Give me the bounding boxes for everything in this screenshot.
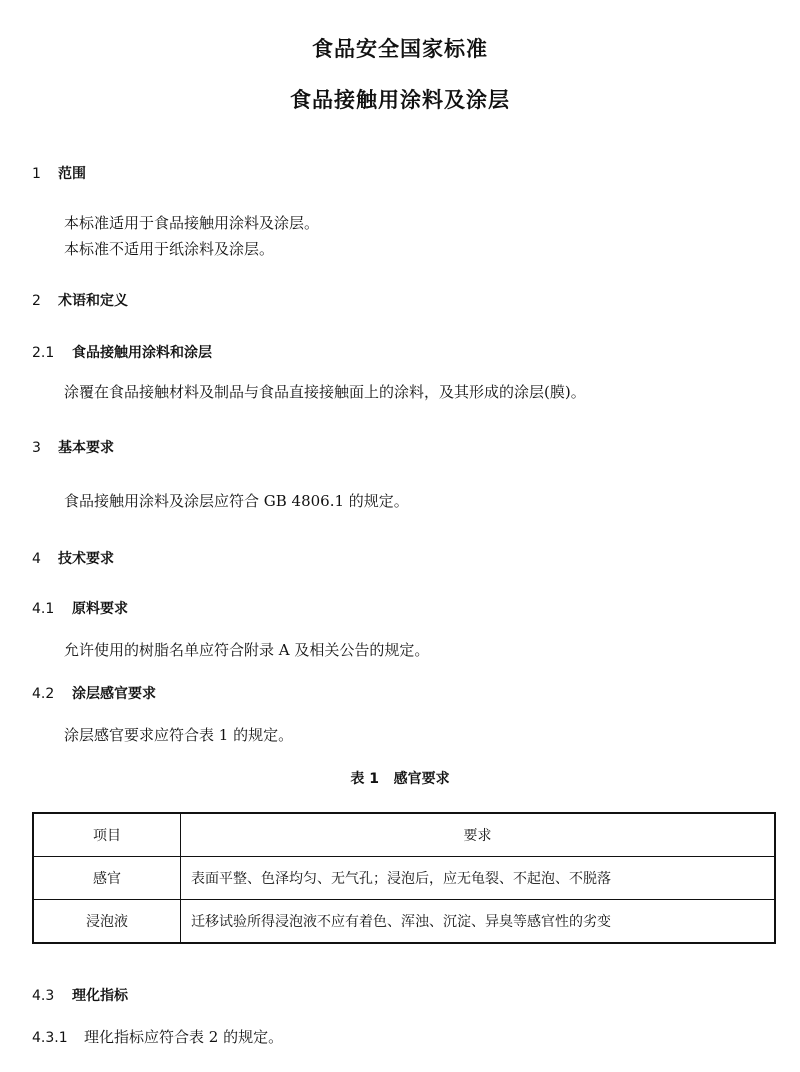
paragraph: 食品接触用涂料及涂层应符合 GB 4806.1 的规定。 xyxy=(64,492,409,510)
requirements-table xyxy=(32,812,776,944)
document-title: 食品安全国家标准 xyxy=(312,37,488,61)
table-header-row xyxy=(33,813,775,857)
section-title: 涂层感官要求 xyxy=(72,686,156,702)
section-4-3-heading xyxy=(32,985,128,1005)
section-4-heading xyxy=(32,548,114,568)
paragraph: 允许使用的树脂名单应符合附录 A 及相关公告的规定。 xyxy=(64,641,430,659)
document-subtitle: 食品接触用涂料及涂层 xyxy=(290,88,510,112)
section-2-heading xyxy=(32,290,128,310)
section-title: 理化指标 xyxy=(72,988,128,1004)
section-number: 4.1 xyxy=(32,601,55,617)
section-number: 1 xyxy=(32,166,41,182)
section-title: 范围 xyxy=(58,166,86,182)
section-number: 4.3.1 xyxy=(32,1030,68,1046)
section-title: 原料要求 xyxy=(72,601,128,617)
section-4-1-heading xyxy=(32,598,128,618)
table-row xyxy=(33,900,775,944)
section-4-2-heading xyxy=(32,683,156,703)
section-number: 4.2 xyxy=(32,686,55,702)
section-number: 2 xyxy=(32,293,41,309)
section-title: 基本要求 xyxy=(58,440,114,456)
table-cell: 迁移试验所得浸泡液不应有着色、浑浊、沉淀、异臭等感官性的劣变 xyxy=(181,900,776,944)
section-title: 食品接触用涂料和涂层 xyxy=(72,345,212,361)
table-cell: 浸泡液 xyxy=(33,900,181,944)
section-1-heading xyxy=(32,163,86,183)
table-header-cell: 项目 xyxy=(33,813,181,857)
paragraph: 涂层感官要求应符合表 1 的规定。 xyxy=(64,726,294,744)
table-cell: 表面平整、色泽均匀、无气孔；浸泡后，应无龟裂、不起泡、不脱落 xyxy=(181,857,776,900)
section-number: 3 xyxy=(32,440,41,456)
section-number: 2.1 xyxy=(32,345,55,361)
section-number: 4 xyxy=(32,551,41,567)
table-caption: 表 1 感官要求 xyxy=(350,771,450,787)
section-number: 4.3 xyxy=(32,988,55,1004)
table-header-cell: 要求 xyxy=(181,813,776,857)
section-title: 术语和定义 xyxy=(58,293,128,309)
paragraph: 本标准适用于食品接触用涂料及涂层。 xyxy=(64,214,320,232)
paragraph-text: 理化指标应符合表 2 的规定。 xyxy=(84,1028,284,1046)
paragraph: 涂覆在食品接触材料及制品与食品直接接触面上的涂料，及其形成的涂层(膜)。 xyxy=(64,383,586,401)
section-2-1-heading xyxy=(32,342,212,362)
paragraph: 本标准不适用于纸涂料及涂层。 xyxy=(64,240,275,258)
table-cell: 感官 xyxy=(33,857,181,900)
table-row xyxy=(33,857,775,900)
section-4-3-1-paragraph xyxy=(32,1026,283,1047)
section-3-heading xyxy=(32,437,114,457)
section-title: 技术要求 xyxy=(58,551,114,567)
